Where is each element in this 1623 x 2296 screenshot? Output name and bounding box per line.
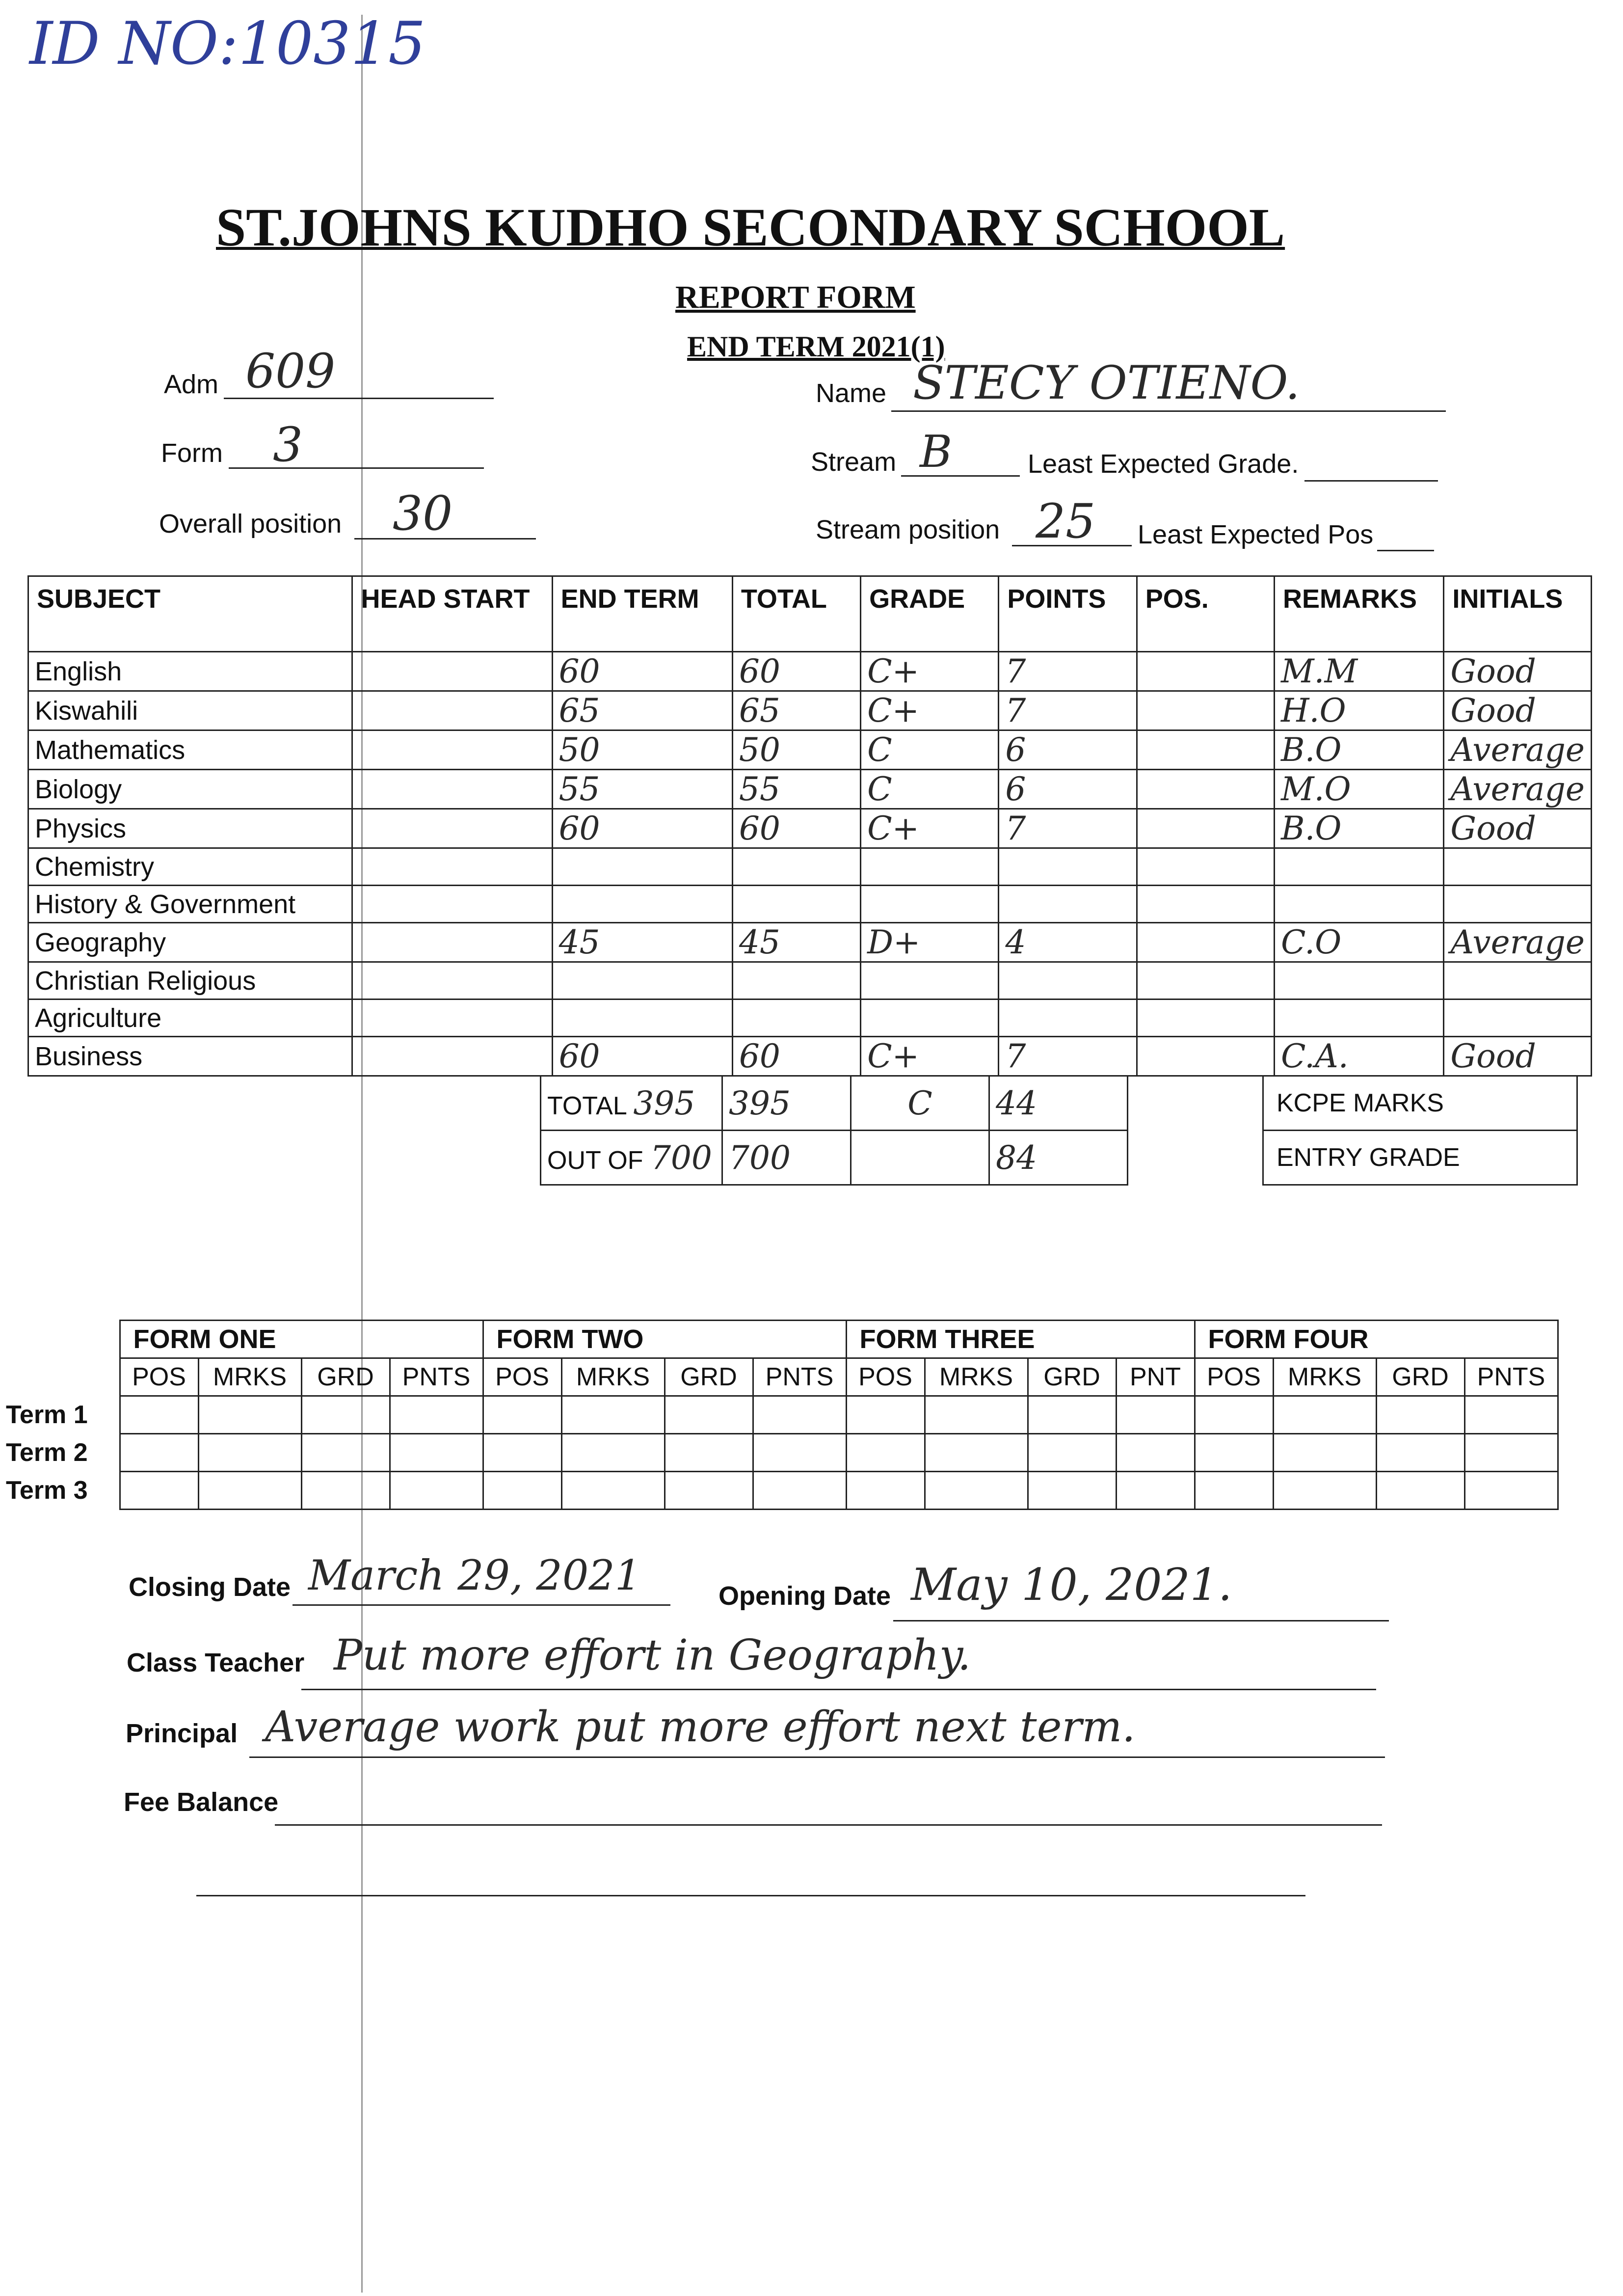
stream-position-label: Stream position bbox=[816, 515, 1000, 544]
outof-row bbox=[541, 1131, 1128, 1185]
total-label: TOTAL bbox=[547, 1091, 626, 1120]
cell-subject: Christian Religious bbox=[28, 962, 352, 999]
cell-initials bbox=[1444, 962, 1592, 999]
cell-grade: D+ bbox=[861, 923, 999, 962]
total-grade: C bbox=[851, 1076, 989, 1131]
closing-date-label: Closing Date bbox=[129, 1572, 291, 1602]
cell-points: 7 bbox=[999, 1037, 1137, 1076]
report-form-title: REPORT FORM bbox=[675, 279, 916, 315]
col-remarks: REMARKS bbox=[1274, 576, 1443, 652]
col-head-start: HEAD START bbox=[352, 576, 552, 652]
progress-cell bbox=[198, 1434, 301, 1472]
table-row bbox=[28, 730, 1592, 770]
progress-cell bbox=[753, 1396, 846, 1434]
progress-cell bbox=[1116, 1434, 1195, 1472]
class-teacher-comment: Put more effort in Geography. bbox=[334, 1631, 971, 1680]
opening-date-value: May 10, 2021. bbox=[911, 1559, 1232, 1611]
cell-points bbox=[999, 848, 1137, 886]
progress-cell bbox=[1028, 1472, 1116, 1510]
progress-cell bbox=[1273, 1396, 1376, 1434]
progress-cell bbox=[846, 1396, 925, 1434]
cell-end bbox=[552, 848, 732, 886]
progress-cell bbox=[1273, 1472, 1376, 1510]
progress-cell bbox=[925, 1434, 1028, 1472]
scan-line bbox=[361, 15, 363, 2293]
progress-col-pos: POS bbox=[846, 1358, 925, 1396]
cell-total bbox=[732, 962, 860, 999]
cell-grade: C+ bbox=[861, 1037, 999, 1076]
cell-initials: Average bbox=[1444, 770, 1592, 809]
cell-points: 6 bbox=[999, 770, 1137, 809]
cell-subject: Physics bbox=[28, 809, 352, 848]
cell-total: 45 bbox=[732, 923, 860, 962]
form-three-header: FORM THREE bbox=[846, 1321, 1195, 1358]
progress-cell bbox=[390, 1434, 483, 1472]
total-total: 395 bbox=[722, 1076, 851, 1131]
cell-subject: Business bbox=[28, 1037, 352, 1076]
col-end-term: END TERM bbox=[552, 576, 732, 652]
progress-cell bbox=[753, 1472, 846, 1510]
progress-cell bbox=[1464, 1472, 1558, 1510]
term-label: Term 2 bbox=[6, 1438, 88, 1467]
form-value: 3 bbox=[273, 417, 303, 472]
term-label: Term 1 bbox=[6, 1401, 88, 1429]
cell-grade: C+ bbox=[861, 691, 999, 730]
progress-col-grd: GRD bbox=[1028, 1358, 1116, 1396]
cell-points: 7 bbox=[999, 652, 1137, 691]
cell-points: 7 bbox=[999, 809, 1137, 848]
cell-total bbox=[732, 848, 860, 886]
total-points: 44 bbox=[989, 1076, 1128, 1131]
cell-grade: C bbox=[861, 770, 999, 809]
table-row bbox=[28, 999, 1592, 1037]
cell-pos bbox=[1137, 962, 1274, 999]
cell-end: 65 bbox=[552, 691, 732, 730]
cell-initials: Good bbox=[1444, 652, 1592, 691]
form-label: Form bbox=[161, 438, 223, 468]
cell-pos bbox=[1137, 848, 1274, 886]
progress-cell bbox=[561, 1434, 665, 1472]
col-points: POINTS bbox=[999, 576, 1137, 652]
col-subject: SUBJECT bbox=[28, 576, 352, 652]
results-header-row bbox=[28, 576, 1592, 652]
cell-subject: English bbox=[28, 652, 352, 691]
cell-subject: Mathematics bbox=[28, 730, 352, 770]
table-row bbox=[28, 1037, 1592, 1076]
outof-points: 84 bbox=[989, 1131, 1128, 1185]
cell-head bbox=[352, 691, 552, 730]
principal-label: Principal bbox=[126, 1719, 238, 1748]
table-row bbox=[28, 848, 1592, 886]
cell-pos bbox=[1137, 809, 1274, 848]
cell-head bbox=[352, 848, 552, 886]
cell-end bbox=[552, 886, 732, 923]
progress-col-pos: POS bbox=[483, 1358, 561, 1396]
stream-label: Stream bbox=[811, 447, 897, 477]
progress-cell bbox=[561, 1396, 665, 1434]
progress-cell bbox=[846, 1472, 925, 1510]
cell-total: 50 bbox=[732, 730, 860, 770]
col-initials: INITIALS bbox=[1444, 576, 1592, 652]
progress-cell bbox=[1376, 1472, 1464, 1510]
progress-cell bbox=[198, 1472, 301, 1510]
table-row bbox=[28, 770, 1592, 809]
cell-subject: Agriculture bbox=[28, 999, 352, 1037]
cell-remarks bbox=[1274, 886, 1443, 923]
progress-col-mrks: MRKS bbox=[1273, 1358, 1376, 1396]
progress-form-row bbox=[6, 1321, 1558, 1358]
progress-cell bbox=[483, 1396, 561, 1434]
progress-cell bbox=[120, 1472, 198, 1510]
cell-grade bbox=[861, 999, 999, 1037]
cell-remarks bbox=[1274, 962, 1443, 999]
progress-cell bbox=[925, 1396, 1028, 1434]
progress-cell bbox=[665, 1396, 753, 1434]
progress-cell bbox=[1195, 1434, 1273, 1472]
table-row bbox=[28, 923, 1592, 962]
progress-cell bbox=[1464, 1434, 1558, 1472]
progress-cell bbox=[753, 1434, 846, 1472]
cell-points bbox=[999, 999, 1137, 1037]
progress-cell bbox=[120, 1434, 198, 1472]
closing-date-value: March 29, 2021 bbox=[308, 1551, 641, 1599]
table-row bbox=[28, 652, 1592, 691]
cell-pos bbox=[1137, 923, 1274, 962]
outof-label: OUT OF bbox=[547, 1146, 643, 1175]
progress-cell bbox=[390, 1472, 483, 1510]
cell-end: 55 bbox=[552, 770, 732, 809]
progress-cell bbox=[1464, 1396, 1558, 1434]
cell-subject: History & Government bbox=[28, 886, 352, 923]
cell-head bbox=[352, 730, 552, 770]
term-title: END TERM 2021(1) bbox=[687, 330, 945, 363]
term-row bbox=[6, 1396, 1558, 1434]
progress-cell bbox=[846, 1434, 925, 1472]
form-two-header: FORM TWO bbox=[483, 1321, 846, 1358]
cell-initials: Average bbox=[1444, 730, 1592, 770]
cell-subject: Biology bbox=[28, 770, 352, 809]
cell-total: 60 bbox=[732, 652, 860, 691]
progress-col-pnts: PNTS bbox=[1464, 1358, 1558, 1396]
least-pos-label: Least Expected Pos bbox=[1138, 520, 1374, 549]
progress-cell bbox=[925, 1472, 1028, 1510]
cell-remarks: B.O bbox=[1274, 809, 1443, 848]
form-one-header: FORM ONE bbox=[120, 1321, 483, 1358]
cell-remarks: H.O bbox=[1274, 691, 1443, 730]
cell-initials: Good bbox=[1444, 809, 1592, 848]
progress-cell bbox=[390, 1396, 483, 1434]
cell-pos bbox=[1137, 691, 1274, 730]
table-row bbox=[28, 886, 1592, 923]
cell-initials: Average bbox=[1444, 923, 1592, 962]
cell-end bbox=[552, 962, 732, 999]
kcpe-table bbox=[1262, 1075, 1578, 1186]
results-table bbox=[27, 575, 1592, 1077]
col-pos: POS. bbox=[1137, 576, 1274, 652]
progress-table bbox=[6, 1320, 1559, 1510]
cell-subject: Chemistry bbox=[28, 848, 352, 886]
cell-head bbox=[352, 1037, 552, 1076]
cell-points: 7 bbox=[999, 691, 1137, 730]
total-end: 395 bbox=[633, 1084, 695, 1122]
cell-total: 55 bbox=[732, 770, 860, 809]
cell-pos bbox=[1137, 730, 1274, 770]
outof-end: 700 bbox=[650, 1138, 712, 1177]
cell-subject: Geography bbox=[28, 923, 352, 962]
cell-head bbox=[352, 886, 552, 923]
progress-cell bbox=[1273, 1434, 1376, 1472]
cell-remarks bbox=[1274, 848, 1443, 886]
cell-head bbox=[352, 770, 552, 809]
stream-position-value: 25 bbox=[1036, 494, 1096, 549]
progress-col-grd: GRD bbox=[665, 1358, 753, 1396]
term-label: Term 3 bbox=[6, 1476, 88, 1505]
cell-remarks: C.O bbox=[1274, 923, 1443, 962]
form-four-header: FORM FOUR bbox=[1195, 1321, 1558, 1358]
cell-points: 6 bbox=[999, 730, 1137, 770]
progress-col-pnts: PNTS bbox=[390, 1358, 483, 1396]
cell-remarks bbox=[1274, 999, 1443, 1037]
cell-remarks: B.O bbox=[1274, 730, 1443, 770]
progress-cell bbox=[1195, 1472, 1273, 1510]
cell-end: 60 bbox=[552, 1037, 732, 1076]
totals-row bbox=[541, 1076, 1128, 1131]
progress-cell bbox=[1028, 1434, 1116, 1472]
progress-cell bbox=[665, 1472, 753, 1510]
progress-col-pnt: PNT bbox=[1116, 1358, 1195, 1396]
cell-end bbox=[552, 999, 732, 1037]
progress-cell bbox=[483, 1472, 561, 1510]
progress-col-mrks: MRKS bbox=[925, 1358, 1028, 1396]
cell-end: 60 bbox=[552, 652, 732, 691]
cell-pos bbox=[1137, 770, 1274, 809]
cell-initials: Good bbox=[1444, 691, 1592, 730]
table-row bbox=[28, 962, 1592, 999]
term-row bbox=[6, 1472, 1558, 1510]
cell-remarks: M.M bbox=[1274, 652, 1443, 691]
school-name: ST.JOHNS KUDHO SECONDARY SCHOOL bbox=[216, 197, 1285, 257]
cell-grade: C+ bbox=[861, 652, 999, 691]
cell-total: 60 bbox=[732, 1037, 860, 1076]
cell-initials bbox=[1444, 848, 1592, 886]
progress-cell bbox=[483, 1434, 561, 1472]
progress-cell bbox=[301, 1434, 390, 1472]
progress-cell bbox=[1376, 1434, 1464, 1472]
cell-grade bbox=[861, 886, 999, 923]
least-grade-label: Least Expected Grade. bbox=[1028, 449, 1299, 479]
cell-total bbox=[732, 886, 860, 923]
col-total: TOTAL bbox=[732, 576, 860, 652]
cell-head bbox=[352, 962, 552, 999]
cell-head bbox=[352, 923, 552, 962]
overall-position-label: Overall position bbox=[159, 509, 342, 539]
adm-value: 609 bbox=[245, 344, 336, 399]
col-grade: GRADE bbox=[861, 576, 999, 652]
progress-col-mrks: MRKS bbox=[198, 1358, 301, 1396]
progress-col-pos: POS bbox=[120, 1358, 198, 1396]
cell-head bbox=[352, 999, 552, 1037]
cell-end: 45 bbox=[552, 923, 732, 962]
kcpe-marks-label: KCPE MARKS bbox=[1263, 1076, 1577, 1131]
progress-cell bbox=[665, 1434, 753, 1472]
cell-total bbox=[732, 999, 860, 1037]
cell-end: 50 bbox=[552, 730, 732, 770]
table-row bbox=[28, 809, 1592, 848]
progress-cell bbox=[120, 1396, 198, 1434]
opening-date-label: Opening Date bbox=[718, 1581, 891, 1611]
cell-pos bbox=[1137, 1037, 1274, 1076]
progress-col-mrks: MRKS bbox=[561, 1358, 665, 1396]
cell-pos bbox=[1137, 886, 1274, 923]
fee-balance-label: Fee Balance bbox=[124, 1787, 279, 1817]
cell-total: 60 bbox=[732, 809, 860, 848]
term-row bbox=[6, 1434, 1558, 1472]
id-number: ID NO:10315 bbox=[29, 10, 426, 78]
cell-points: 4 bbox=[999, 923, 1137, 962]
principal-comment: Average work put more effort next term. bbox=[265, 1702, 1136, 1752]
progress-cell bbox=[561, 1472, 665, 1510]
cell-remarks: C.A. bbox=[1274, 1037, 1443, 1076]
adm-label: Adm bbox=[164, 370, 219, 399]
name-label: Name bbox=[816, 378, 887, 408]
signature-line bbox=[196, 1895, 1305, 1896]
cell-remarks: M.O bbox=[1274, 770, 1443, 809]
cell-pos bbox=[1137, 652, 1274, 691]
outof-total: 700 bbox=[722, 1131, 851, 1185]
cell-head bbox=[352, 652, 552, 691]
cell-end: 60 bbox=[552, 809, 732, 848]
cell-pos bbox=[1137, 999, 1274, 1037]
cell-initials bbox=[1444, 999, 1592, 1037]
progress-col-grd: GRD bbox=[301, 1358, 390, 1396]
progress-col-pnts: PNTS bbox=[753, 1358, 846, 1396]
progress-cell bbox=[198, 1396, 301, 1434]
cell-grade bbox=[861, 848, 999, 886]
cell-initials bbox=[1444, 886, 1592, 923]
progress-col-grd: GRD bbox=[1376, 1358, 1464, 1396]
progress-cell bbox=[301, 1472, 390, 1510]
cell-subject: Kiswahili bbox=[28, 691, 352, 730]
progress-cell bbox=[1116, 1472, 1195, 1510]
progress-col-pos: POS bbox=[1195, 1358, 1273, 1396]
cell-grade: C bbox=[861, 730, 999, 770]
table-row bbox=[28, 691, 1592, 730]
progress-cell bbox=[1116, 1396, 1195, 1434]
progress-cell bbox=[301, 1396, 390, 1434]
cell-grade bbox=[861, 962, 999, 999]
cell-points bbox=[999, 962, 1137, 999]
progress-cell bbox=[1376, 1396, 1464, 1434]
entry-grade-label: ENTRY GRADE bbox=[1263, 1131, 1577, 1185]
student-name: STECY OTIENO. bbox=[913, 356, 1300, 410]
cell-total: 65 bbox=[732, 691, 860, 730]
progress-cell bbox=[1195, 1396, 1273, 1434]
cell-head bbox=[352, 809, 552, 848]
progress-col-row bbox=[6, 1358, 1558, 1396]
overall-position-value: 30 bbox=[393, 486, 453, 541]
cell-initials: Good bbox=[1444, 1037, 1592, 1076]
progress-cell bbox=[1028, 1396, 1116, 1434]
stream-value: B bbox=[920, 426, 953, 478]
totals-table bbox=[540, 1075, 1128, 1186]
cell-grade: C+ bbox=[861, 809, 999, 848]
cell-points bbox=[999, 886, 1137, 923]
class-teacher-label: Class Teacher bbox=[127, 1648, 305, 1677]
